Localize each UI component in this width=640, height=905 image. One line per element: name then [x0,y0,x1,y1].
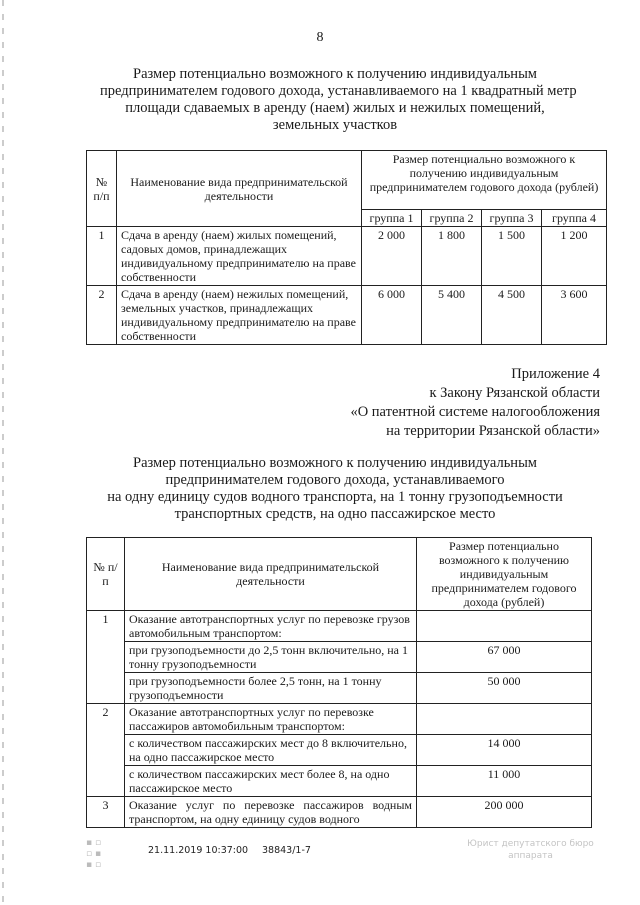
table-row [87,286,607,345]
section1-title-line: Размер потенциально возможного к получению индивидуальным [133,66,537,82]
amount-cell: 5 400 [422,286,482,345]
activity-name: Сдача в аренду (наем) нежилых помещений, земельных участков, принадлежащих индивидуальному предпринимателю на праве собственности [117,286,362,345]
row-number: 2 [87,286,117,345]
appendix-reference [350,365,600,441]
section2-title [100,455,570,523]
scan-stamp-mark: ▪ ▫ ▫ ▪ ▪ ▫ [86,838,102,870]
empty-cell [417,611,592,642]
row-number: 1 [87,227,117,286]
table-row [87,704,592,735]
col-header-activity: Наименование вида предпринимательской деятельности [125,538,417,611]
rental-income-table [86,150,607,345]
activity-subitem: при грузоподъемности более 2,5 тонн, на 1 тонну грузоподъемности [125,673,417,704]
amount-cell: 14 000 [417,735,592,766]
table-subrow [87,642,592,673]
amount-cell: 1 800 [422,227,482,286]
activity-subitem: при грузоподъемности до 2,5 тонн включительно, на 1 тонну грузоподъемности [125,642,417,673]
amount-cell: 4 500 [482,286,542,345]
activity-name: Оказание автотранспортных услуг по перевозке грузов автомобильным транспортом: [125,611,417,642]
table-header-row [87,538,592,611]
activity-subitem: с количеством пассажирских мест более 8, на одно пассажирское место [125,766,417,797]
col-header-number: № п/п [87,538,125,611]
activity-name: Оказание услуг по перевозке пассажиров водным транспортом, на одну единицу судов водного [125,797,417,828]
transport-income-table [86,537,592,828]
section1-title [100,66,577,134]
scan-margin-marks [2,0,4,905]
col-header-activity: Наименование вида предпринимательской деятельности [117,151,362,227]
appendix-line: к Закону Рязанской области [429,385,600,401]
amount-cell: 1 500 [482,227,542,286]
amount-cell: 1 200 [542,227,607,286]
appendix-line: на территории Рязанской области» [386,423,600,439]
group-header: группа 3 [482,210,542,227]
group-header: группа 2 [422,210,482,227]
section2-title-line: Размер потенциально возможного к получению индивидуальным [133,455,537,471]
activity-name: Сдача в аренду (наем) жилых помещений, садовых домов, принадлежащих индивидуальному предпринимателю на праве собственности [117,227,362,286]
empty-cell [417,704,592,735]
section2-title-line: предпринимателем годового дохода, устанавливаемого [165,472,505,488]
amount-cell: 11 000 [417,766,592,797]
table-row [87,227,607,286]
amount-cell: 2 000 [362,227,422,286]
faded-stamp: Юрист депутатского бюро аппарата [467,839,594,861]
section1-title-line: предпринимателем годового дохода, устанавливаемого на 1 квадратный метр [100,83,577,99]
activity-name: Оказание автотранспортных услуг по перевозке пассажиров автомобильным транспортом: [125,704,417,735]
group-header: группа 1 [362,210,422,227]
table-row [87,797,592,828]
amount-cell: 3 600 [542,286,607,345]
table-row [87,611,592,642]
col-header-amount: Размер потенциально возможного к получению индивидуальным предпринимателем годового дохода (рублей) [362,151,607,210]
table-header-row [87,151,607,210]
section1-title-line: земельных участков [272,117,398,133]
appendix-line: Приложение 4 [511,366,600,382]
amount-cell: 67 000 [417,642,592,673]
col-header-amount: Размер потенциально возможного к получению индивидуальным предпринимателем годового дохода (рублей) [417,538,592,611]
group-header: группа 4 [542,210,607,227]
amount-cell: 6 000 [362,286,422,345]
amount-cell: 50 000 [417,673,592,704]
activity-subitem: с количеством пассажирских мест до 8 включительно, на одно пассажирское место [125,735,417,766]
appendix-line: «О патентной системе налогообложения [350,404,600,420]
table-subrow [87,673,592,704]
row-number: 3 [87,797,125,828]
section1-title-line: площади сдаваемых в аренду (наем) жилых и нежилых помещений, [125,100,545,116]
footer-doc-number: 38843/1-7 [262,845,311,856]
table-subrow [87,735,592,766]
table-subrow [87,766,592,797]
section2-title-line: транспортных средств, на одно пассажирское место [174,506,496,522]
col-header-number: № п/п [87,151,117,227]
page-number: 8 [316,30,324,45]
row-number: 1 [87,611,125,704]
row-number: 2 [87,704,125,797]
amount-cell: 200 000 [417,797,592,828]
footer-timestamp: 21.11.2019 10:37:00 [148,845,249,856]
section2-title-line: на одну единицу судов водного транспорта, на 1 тонну грузоподъемности [107,489,563,505]
